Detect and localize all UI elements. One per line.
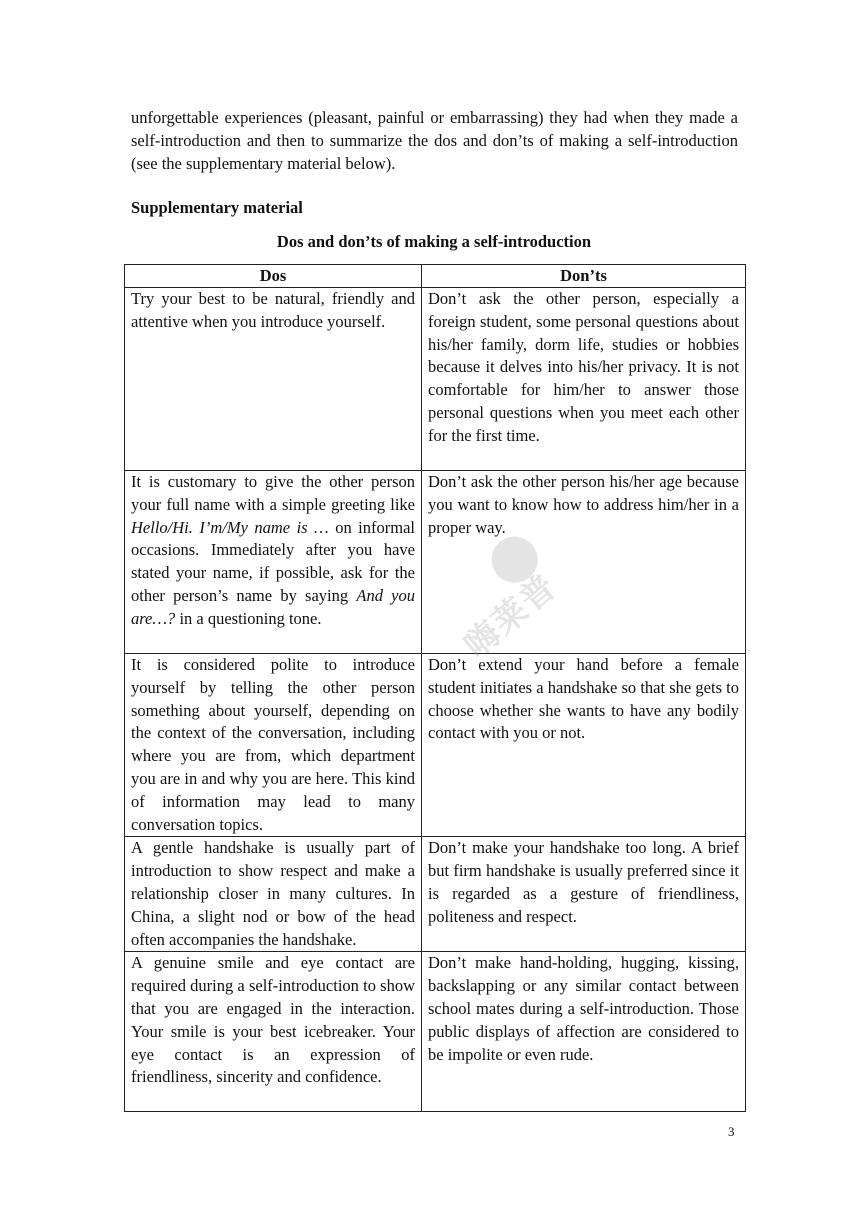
dos-example-question: And you are…? (131, 585, 415, 628)
dos-donts-table (124, 264, 746, 1112)
table-header-row (125, 265, 746, 288)
donts-cell: Don’t ask the other person his/her age because you want to know how to address him/her in a proper way. (422, 471, 746, 654)
dos-cell: A genuine smile and eye contact are required during a self-introduction to show that you are engaged in the interaction. Your smile is your best icebreaker. Your eye contact is an expression of friendliness, sincerity and confidence. (125, 952, 422, 1112)
table-row (125, 837, 746, 952)
dos-cell: Try your best to be natural, friendly and attentive when you introduce yourself. (125, 288, 422, 471)
section-heading: Supplementary material (131, 198, 303, 217)
table-row (125, 471, 746, 654)
table-title: Dos and don’ts of making a self-introduction (276, 232, 592, 251)
table-row (125, 654, 746, 837)
dos-text: in a questioning tone. (175, 608, 322, 628)
intro-paragraph: unforgettable experiences (pleasant, painful or embarrassing) they had when they made a self-introduction and then to summarize the dos and don’ts of making a self-introduction (see the supplementary material below). (131, 108, 738, 173)
donts-cell: Don’t make hand-holding, hugging, kissing, backslapping or any similar contact between school mates during a self-introduction. Those public displays of affection are considered to be impolite or even rude. (422, 952, 746, 1112)
dos-text: on informal occasions. Immediately after you have stated your name, if possible, ask for the other person’s name by saying (131, 517, 415, 605)
dos-header: Dos (125, 265, 422, 288)
dos-cell: A gentle handshake is usually part of introduction to show respect and make a relationship closer in many cultures. In China, a slight nod or bow of the head often accompanies the handshake. (125, 837, 422, 952)
table-row (125, 288, 746, 471)
table-row (125, 952, 746, 1112)
donts-cell: Don’t make your handshake too long. A brief but firm handshake is usually preferred since it is regarded as a gesture of friendliness, politeness and respect. (422, 837, 746, 952)
donts-cell: Don’t ask the other person, especially a foreign student, some personal questions about his/her family, dorm life, studies or hobbies because it delves into his/her privacy. It is not comfortable for him/her to answer those personal questions when you meet each other for the first time. (422, 288, 746, 471)
dos-text: It is customary to give the other person your full name with a simple greeting like (131, 472, 415, 514)
dos-example-greeting: Hello/Hi. I’m/My name is … (131, 517, 329, 537)
dos-cell: It is considered polite to introduce yourself by telling the other person something about yourself, depending on the context of the conversation, including where you are from, which department you are in and why you are here. This kind of information may lead to many conversation topics. (125, 654, 422, 837)
donts-cell: Don’t extend your hand before a female student initiates a handshake so that she gets to choose whether she wants to have any bodily contact with you or not. (422, 654, 746, 837)
watermark-text: 嗨莱普 (456, 566, 566, 667)
donts-header: Don’ts (422, 265, 746, 288)
dos-cell (125, 471, 422, 654)
page-number: 3 (728, 1124, 735, 1139)
